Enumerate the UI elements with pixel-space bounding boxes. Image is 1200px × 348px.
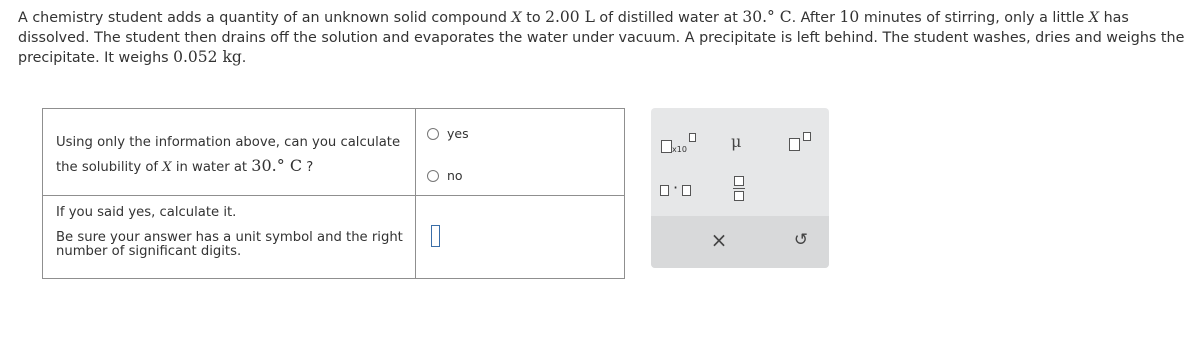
question2-note: Be sure your answer has a unit symbol and the right number of significant digits. [56,230,403,259]
question1-cell [43,109,416,195]
minutes-value: 10 [839,8,860,26]
variable-x: X [511,10,522,26]
undo-icon: ↺ [793,230,809,250]
math-toolbox [651,108,829,268]
exponent-box-icon [803,132,811,141]
option-yes[interactable] [427,126,469,141]
close-icon: × [710,228,728,252]
mu-icon: μ [731,132,742,151]
exponent-box-icon [689,133,696,142]
radio-no[interactable] [427,170,439,182]
question2-instruction: If you said yes, calculate it. [56,205,237,220]
fraction-bar-icon [733,188,745,189]
base-box-icon [789,138,800,151]
multiply-dot-button[interactable] [660,178,698,198]
radio-yes[interactable] [427,128,439,140]
micro-button[interactable] [731,132,751,154]
volume-value: 2.00 L [545,8,595,26]
base-box-icon [661,140,672,153]
problem-statement: A chemistry student adds a quantity of an unknown solid compound X to 2.00 L of distilled water at 30.° C. After 10 minutes of stirring, only a little X has dissolved. The student then drains off the solution and evaporates the water under vacuum. A precipitate is left behind. The student washes, dries and weighs the precipitate. It weighs 0.052 kg. [18,8,1185,66]
scientific-notation-button[interactable] [661,132,697,154]
superscript-button[interactable] [789,130,819,152]
fraction-button[interactable] [733,176,747,202]
answer-input[interactable] [431,225,440,247]
question-table [42,108,625,279]
temperature-value: 30.° C [742,8,792,26]
denominator-box-icon [734,191,744,201]
dot-icon: · [673,178,679,197]
option-no[interactable] [427,168,463,183]
option-no-label: no [447,168,463,183]
x10-label: x10 [672,145,687,154]
question2-cell [43,195,416,278]
numerator-box-icon [734,176,744,186]
right-box-icon [682,185,691,196]
clear-button[interactable] [707,228,731,252]
left-box-icon [660,185,669,196]
reset-button[interactable] [789,228,813,252]
question1-text: Using only the information above, can you calculate the solubility of X in water at 30.° C ? [56,135,401,175]
mass-value: 0.052 kg [173,48,242,66]
option-yes-label: yes [447,126,469,141]
